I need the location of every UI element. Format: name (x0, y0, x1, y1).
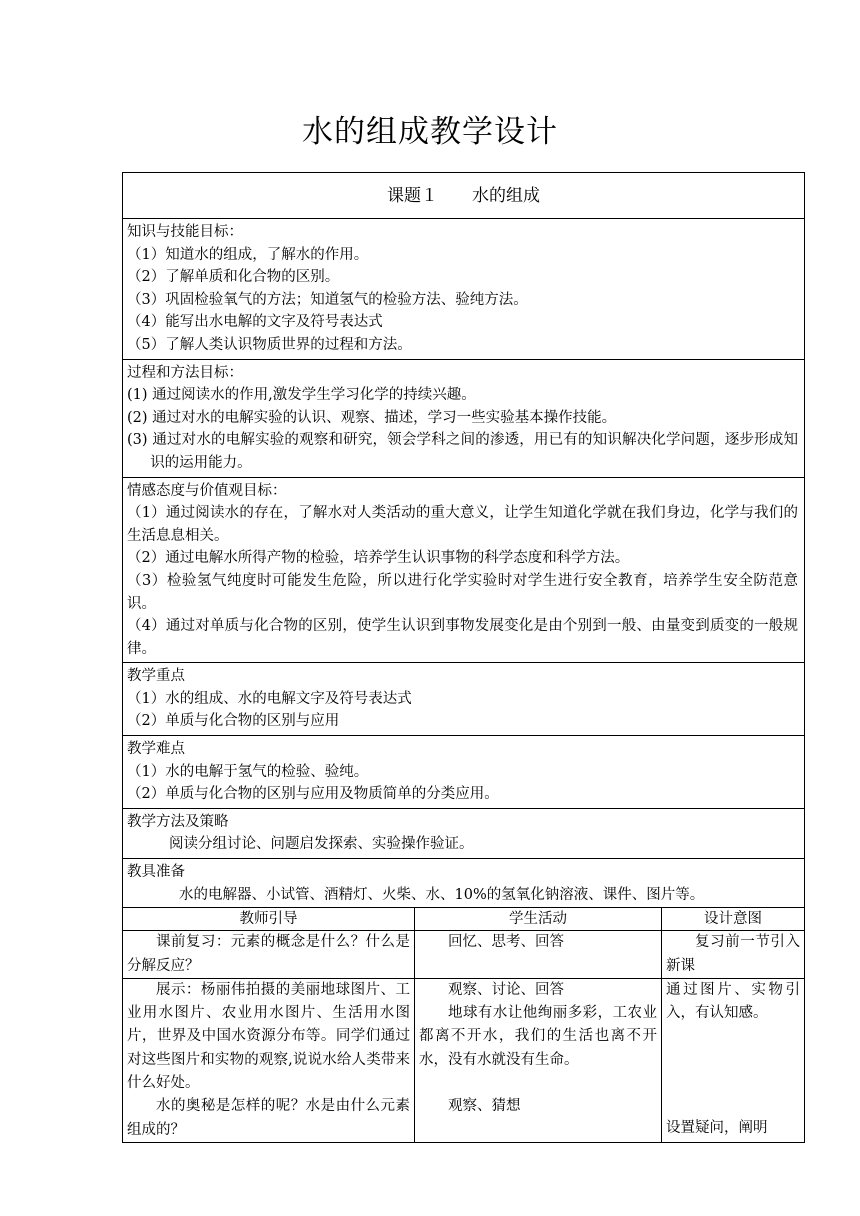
difficulties (123, 736, 804, 809)
knowledge-item: （5）了解人类认识物质世界的过程和方法。 (127, 336, 412, 353)
methods-heading: 教学方法及策略 (127, 813, 229, 830)
column-header-student: 学生活动 (415, 908, 662, 930)
difficulty-item: （1）水的电解于氢气的检验、验纯。 (127, 763, 369, 780)
student-text: 回忆、思考、回答 (448, 934, 564, 951)
emotion-item: （2）通过电解水所得产物的检验，培养学生认识事物的科学态度和科学方法。 (127, 550, 630, 567)
spacer (666, 1025, 800, 1048)
intent-text: 设置疑问，阐明 (666, 1120, 768, 1137)
difficulties-heading: 教学难点 (127, 741, 185, 758)
process-item: (1) 通过阅读水的作用,激发学生学习化学的持续兴趣。 (127, 387, 476, 404)
student-text: 观察、讨论、回答 (448, 981, 564, 998)
student-text: 地球有水让他绚丽多彩，工农业都离不开水，我们的生活也离不开水，没有水就没有生命。 (419, 1005, 657, 1068)
teaching-methods (123, 809, 804, 859)
process-heading: 过程和方法目标： (127, 364, 243, 381)
table-row (123, 979, 804, 1142)
emotion-item: （1）通过阅读水的存在，了解水对人类活动的重大意义，让学生知道化学就在我们身边，化学与我们的生活息息相关。 (127, 505, 798, 544)
intent-text: 通过图片、实物引入，有认知感。 (666, 981, 800, 1022)
knowledge-goals (123, 219, 804, 360)
emotion-goals (123, 478, 804, 664)
lesson-header: 课题１ 水的组成 (123, 173, 804, 219)
column-header-intent: 设计意图 (704, 911, 762, 928)
teacher-text: 水的奥秘是怎样的呢？水是由什么元素组成的？ (127, 1098, 410, 1138)
student-cell (415, 979, 662, 1142)
key-points (123, 663, 804, 736)
key-points-heading: 教学重点 (127, 668, 185, 685)
activity-table-header (123, 908, 804, 931)
knowledge-item: （4）能写出水电解的文字及符号表达式 (127, 314, 383, 331)
tools-heading: 教具准备 (127, 864, 185, 881)
intent-cell (662, 979, 804, 1142)
emotion-item: （3）检验氢气纯度时可能发生危险，所以进行化学实验时对学生进行安全教育，培养学生安全防范意识。 (127, 572, 798, 612)
emotion-item: （4）通过对单质与化合物的区别，使学生认识到事物发展变化是由个别到一般、由量变到质变的一般规律。 (127, 618, 798, 657)
column-header-teacher: 教师引导 (123, 908, 415, 930)
student-cell (415, 931, 662, 978)
tools-text: 水的电解器、小试管、酒精灯、火柴、水、10%的氢氧化钠溶液、课件、图片等。 (179, 886, 705, 903)
knowledge-item: （1）知道水的组成，了解水的作用。 (127, 246, 369, 263)
emotion-heading: 情感态度与价值观目标： (127, 482, 287, 499)
teacher-text: 展示：杨丽伟拍摄的美丽地球图片、工业用水图片、农业用水图片、生活用水图片，世界及中国水资源分布等。同学们通过对这些图片和实物的观察,说说水给人类带来什么好处。 (127, 981, 410, 1091)
table-row (123, 931, 804, 979)
document-title: 水的组成教学设计 (302, 114, 558, 150)
intent-cell (662, 931, 804, 978)
teacher-cell (123, 931, 415, 978)
knowledge-item: （3）巩固检验氧气的方法；知道氢气的检验方法、验纯方法。 (127, 291, 528, 308)
spacer (666, 1048, 800, 1071)
process-goals (123, 360, 804, 478)
teacher-cell (123, 979, 415, 1142)
intent-text: 复习前一节引入新课 (666, 934, 800, 974)
student-text: 观察、猜想 (448, 1098, 521, 1114)
key-point-item: （1）水的组成、水的电解文字及符号表达式 (127, 690, 412, 707)
spacer (419, 1072, 657, 1095)
spacer (666, 1071, 800, 1094)
spacer (666, 1094, 800, 1117)
knowledge-item: （2）了解单质和化合物的区别。 (127, 269, 340, 286)
knowledge-heading: 知识与技能目标： (127, 224, 243, 240)
lesson-plan-table (122, 172, 805, 1143)
process-item: (2) 通过对水的电解实验的认识、观察、描述，学习一些实验基本操作技能。 (127, 409, 617, 426)
teacher-text: 课前复习：元素的概念是什么？什么是分解反应？ (127, 934, 410, 974)
key-point-item: （2）单质与化合物的区别与应用 (127, 713, 340, 730)
difficulty-item: （2）单质与化合物的区别与应用及物质简单的分类应用。 (127, 786, 499, 803)
methods-text: 阅读分组讨论、问题启发探索、实验操作验证。 (169, 836, 474, 853)
process-item: (3) 通过对水的电解实验的观察和研究，领会学科之间的渗透，用已有的知识解决化学问题，逐步形成知识的运用能力。 (127, 432, 798, 471)
teaching-tools (123, 859, 804, 908)
